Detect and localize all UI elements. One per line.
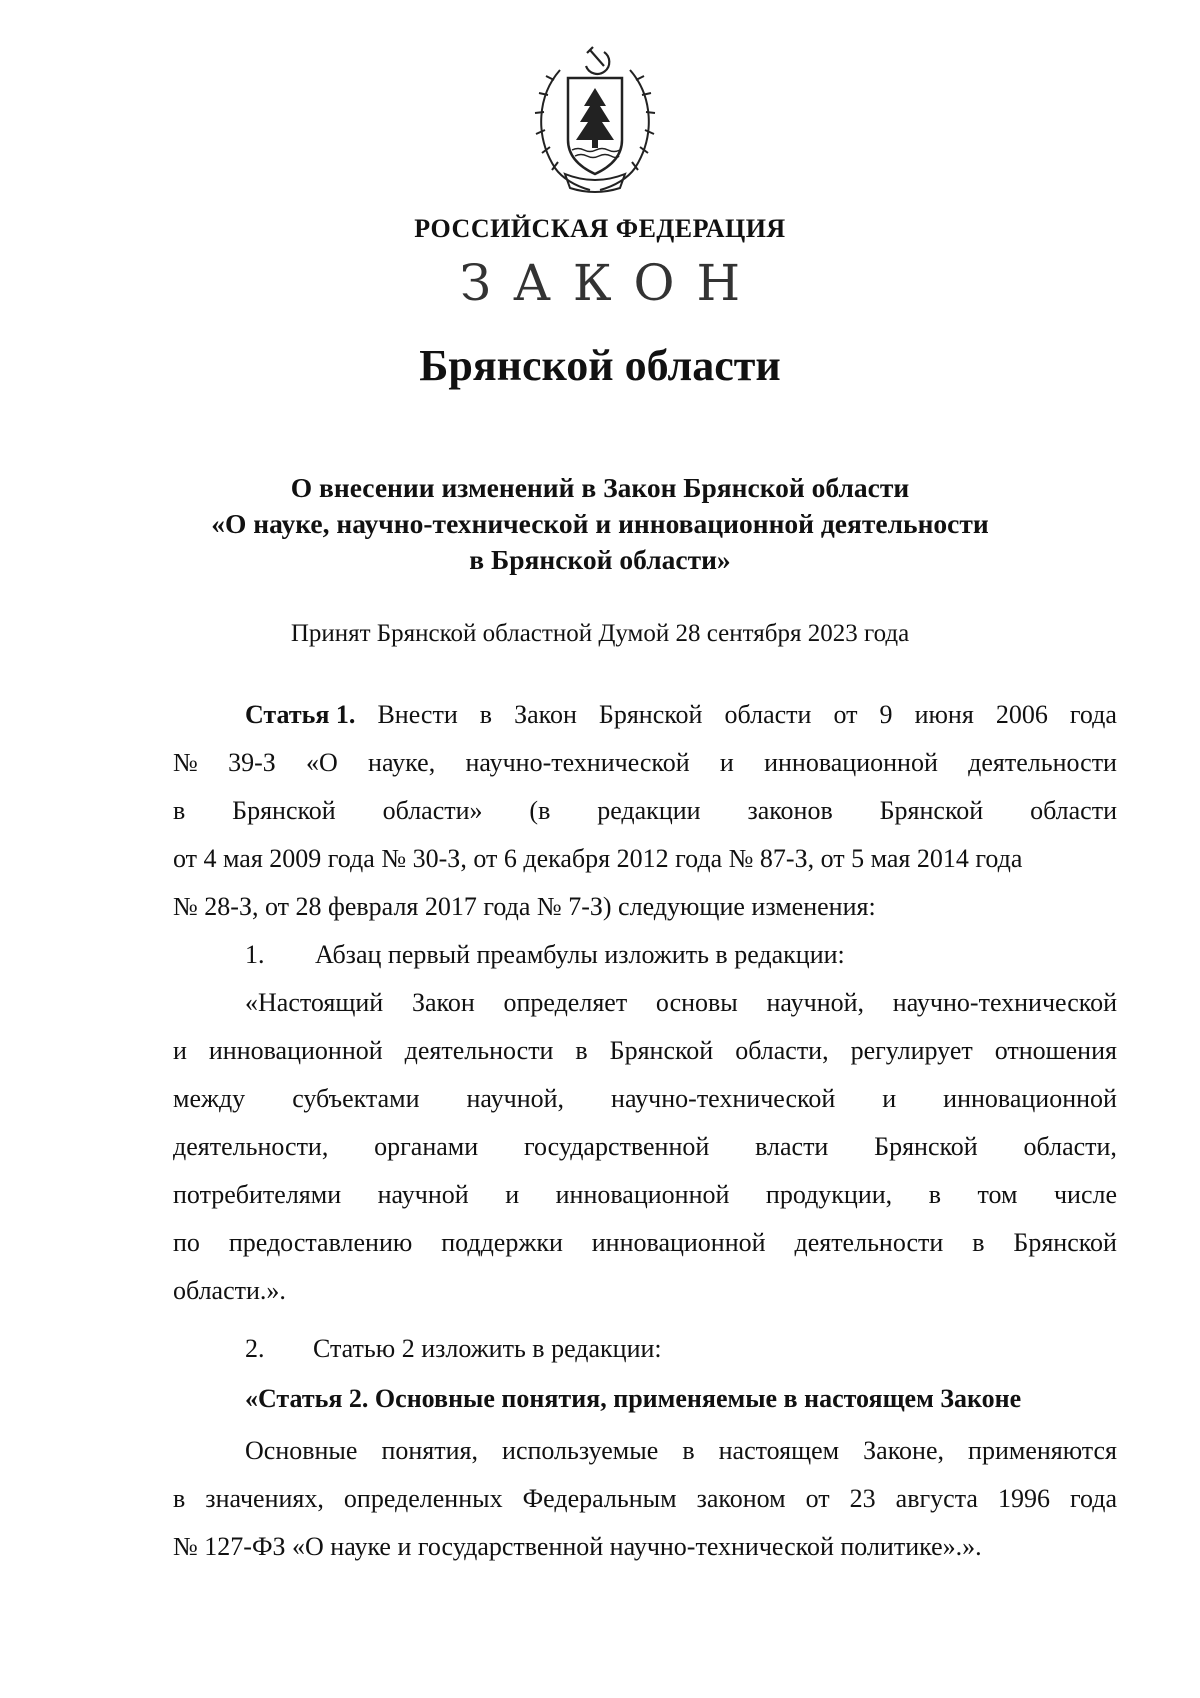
- coat-of-arms-emblem: [520, 40, 670, 195]
- word: и: [882, 1084, 897, 1113]
- word: области»: [382, 796, 483, 825]
- item2-number: 2.: [245, 1334, 265, 1363]
- word: редакции: [597, 796, 701, 825]
- word: Брянской: [879, 796, 984, 825]
- word: августа: [895, 1484, 978, 1513]
- word: научно-технической: [465, 748, 690, 777]
- word: предоставлению: [228, 1228, 413, 1257]
- word: научно-технической: [611, 1084, 836, 1113]
- word: области: [724, 700, 812, 729]
- word: инновационной: [764, 748, 938, 777]
- word: Законе,: [863, 1436, 944, 1465]
- law-title: [0, 470, 1200, 578]
- word: от: [805, 1484, 830, 1513]
- word: «О: [306, 748, 338, 777]
- word: в: [972, 1228, 985, 1257]
- item1-text: Абзац первый преамбулы изложить в редакции:: [315, 940, 845, 969]
- word: в: [173, 796, 186, 825]
- word: понятия,: [381, 1436, 478, 1465]
- quote1-line5: [173, 1180, 1117, 1210]
- word: в: [928, 1180, 941, 1209]
- word: года: [1069, 700, 1117, 729]
- word: потребителями: [173, 1180, 342, 1209]
- word: инновационной: [555, 1180, 730, 1209]
- document-type: ЗАКОН: [459, 254, 763, 312]
- word: 9: [879, 700, 893, 729]
- word: регулирует: [850, 1036, 973, 1065]
- word: научной,: [766, 988, 865, 1017]
- word: научно-технической: [892, 988, 1117, 1017]
- word: и: [505, 1180, 520, 1209]
- word: между: [173, 1084, 246, 1113]
- item2-text: Статью 2 изложить в редакции:: [313, 1334, 662, 1363]
- word: науке,: [368, 748, 436, 777]
- word: применяются: [968, 1436, 1117, 1465]
- word: в: [682, 1436, 695, 1465]
- word: Федеральным: [522, 1484, 677, 1513]
- word: Внести: [377, 700, 458, 729]
- article1-line5: № 28-З, от 28 февраля 2017 года № 7-З) следующие изменения:: [173, 892, 876, 921]
- law-title-line: «О науке, научно-технической и инновационной деятельности: [211, 508, 989, 539]
- word: №: [173, 748, 198, 777]
- word: деятельности,: [173, 1132, 329, 1161]
- word: и: [173, 1036, 187, 1065]
- quote1-line1: [245, 988, 1117, 1018]
- quote1-line2: [173, 1036, 1117, 1066]
- word: отношения: [994, 1036, 1117, 1065]
- adoption-note: Принят Брянской областной Думой 28 сентября 2023 года: [290, 620, 910, 647]
- article2-line1: [245, 1436, 1117, 1466]
- region-name: Брянской области: [419, 341, 781, 390]
- word: по: [173, 1228, 200, 1257]
- country-name: РОССИЙСКАЯ ФЕДЕРАЦИЯ: [414, 214, 786, 243]
- word: Брянской: [232, 796, 336, 825]
- word: 23: [849, 1484, 876, 1513]
- word: (в: [529, 796, 551, 825]
- quote1-line6: [173, 1228, 1117, 1258]
- word: значениях,: [205, 1484, 324, 1513]
- word: Основные: [245, 1436, 358, 1465]
- word: 2006: [995, 700, 1048, 729]
- quote1-line4: [173, 1132, 1117, 1162]
- word: органами: [374, 1132, 479, 1161]
- word: определенных: [343, 1484, 503, 1513]
- word: власти: [755, 1132, 829, 1161]
- word: июня: [914, 700, 974, 729]
- word: года: [1069, 1484, 1117, 1513]
- word: и: [719, 748, 734, 777]
- word: том: [977, 1180, 1018, 1209]
- article1-line2: [173, 748, 1117, 778]
- word: научной: [377, 1180, 469, 1209]
- word: числе: [1053, 1180, 1117, 1209]
- word: «Настоящий: [245, 988, 384, 1017]
- word: Брянской: [874, 1132, 978, 1161]
- word: используемые: [502, 1436, 659, 1465]
- word: государственной: [523, 1132, 710, 1161]
- word: законом: [696, 1484, 786, 1513]
- word: субъектами: [292, 1084, 420, 1113]
- word: Закон: [411, 988, 475, 1017]
- word: определяет: [503, 988, 628, 1017]
- word: в: [479, 700, 493, 729]
- article1-line3: [173, 796, 1117, 826]
- word: деятельности: [968, 748, 1117, 777]
- word: области: [1030, 796, 1117, 825]
- word: основы: [655, 988, 738, 1017]
- word: Брянской: [598, 700, 703, 729]
- word: научной,: [466, 1084, 565, 1113]
- word: области,: [1023, 1132, 1117, 1161]
- word: Закон: [514, 700, 577, 729]
- word: инновационной: [943, 1084, 1117, 1113]
- word: деятельности: [404, 1036, 554, 1065]
- word: инновационной: [208, 1036, 383, 1065]
- article1-line4: от 4 мая 2009 года № 30-З, от 6 декабря 2012 года № 87-З, от 5 мая 2014 года: [173, 844, 1023, 873]
- word: Брянской: [609, 1036, 714, 1065]
- article1-heading: Статья 1.: [245, 700, 356, 729]
- word: инновационной: [591, 1228, 766, 1257]
- word: продукции,: [765, 1180, 893, 1209]
- article2-line2: [173, 1484, 1117, 1514]
- article1-line1: [245, 700, 1117, 730]
- word: в: [575, 1036, 588, 1065]
- word: настоящем: [718, 1436, 840, 1465]
- word: в: [173, 1484, 186, 1513]
- article2-line3: № 127-ФЗ «О науке и государственной научно-технической политике».».: [173, 1532, 982, 1561]
- law-title-line: О внесении изменений в Закон Брянской области: [290, 472, 910, 503]
- quote1-line7: области.».: [173, 1276, 286, 1305]
- word: 1996: [997, 1484, 1050, 1513]
- word: 39-З: [228, 748, 276, 777]
- quote1-line3: [173, 1084, 1117, 1114]
- law-title-line: в Брянской области»: [469, 544, 731, 575]
- word: законов: [747, 796, 833, 825]
- word: поддержки: [441, 1228, 563, 1257]
- word: деятельности: [794, 1228, 944, 1257]
- word: области,: [735, 1036, 829, 1065]
- item1-number: 1.: [245, 940, 265, 969]
- word: Брянской: [1013, 1228, 1117, 1257]
- article2-heading: «Статья 2. Основные понятия, применяемые в настоящем Законе: [245, 1384, 1022, 1413]
- word: от: [833, 700, 858, 729]
